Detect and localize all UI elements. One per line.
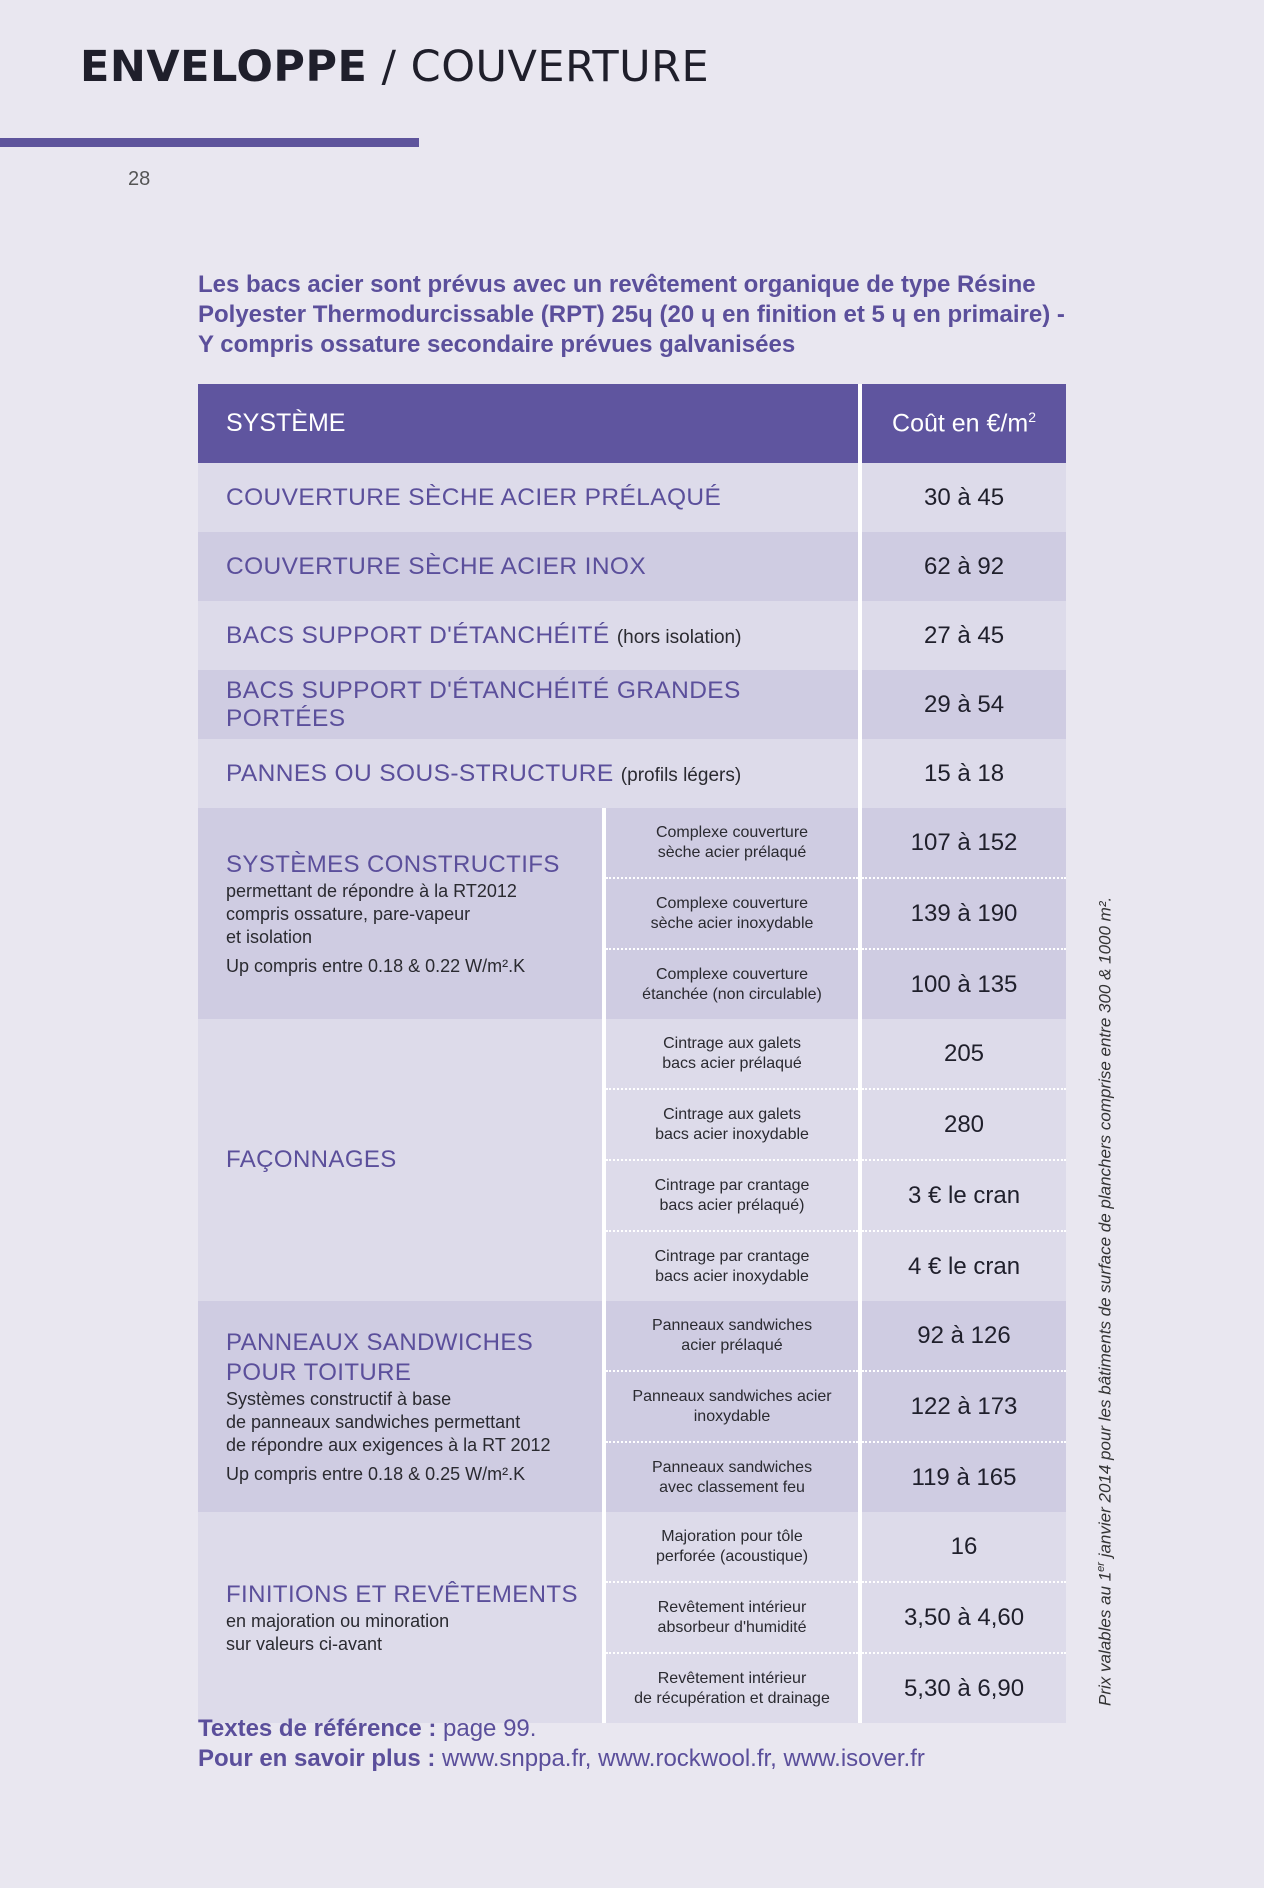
group-uvalue: Up compris entre 0.18 & 0.25 W/m².K xyxy=(226,1463,526,1484)
cost-value: 107 à 152 xyxy=(860,808,1066,878)
system-name: COUVERTURE SÈCHE ACIER INOX xyxy=(226,552,647,580)
system-name-cell xyxy=(198,601,860,670)
sub-system: Revêtement intérieur absorbeur d'humidité xyxy=(604,1582,860,1653)
sub-system: Panneaux sandwiches acier inoxydable xyxy=(604,1371,860,1442)
sub-system: Complexe couverture sèche acier inoxydable xyxy=(604,878,860,949)
cost-value: 205 xyxy=(860,1019,1066,1089)
cost-value: 30 à 45 xyxy=(860,463,1066,532)
footer-more-label: Pour en savoir plus : xyxy=(198,1745,436,1772)
system-name: BACS SUPPORT D'ÉTANCHÉITÉ GRANDES PORTÉES xyxy=(226,676,741,732)
system-name-cell xyxy=(198,532,860,601)
sub-system: Cintrage par crantage bacs acier inoxydable xyxy=(604,1231,860,1301)
system-name: BACS SUPPORT D'ÉTANCHÉITÉ xyxy=(226,621,610,649)
group-title: SYSTÈMES CONSTRUCTIFS xyxy=(226,850,560,878)
page-title-rest: / COUVERTURE xyxy=(367,42,710,92)
accent-bar xyxy=(0,138,419,147)
cost-value: 16 xyxy=(860,1512,1066,1582)
table-row xyxy=(198,463,1066,532)
system-note: (profils légers) xyxy=(620,764,742,786)
cost-value: 5,30 à 6,90 xyxy=(860,1653,1066,1723)
footer-more-links: www.snppa.fr, www.rockwool.fr, www.isover.fr xyxy=(435,1745,925,1772)
group-title: FINITIONS ET REVÊTEMENTS xyxy=(226,1580,578,1608)
footer-ref-label: Textes de référence : xyxy=(198,1715,437,1742)
cost-value: 119 à 165 xyxy=(860,1442,1066,1512)
sub-system: Cintrage par crantage bacs acier prélaqué) xyxy=(604,1160,860,1231)
footer-ref xyxy=(198,1714,925,1744)
table-row xyxy=(198,739,1066,808)
header-cost-sup: 2 xyxy=(1028,408,1036,425)
sub-system: Revêtement intérieur de récupération et drainage xyxy=(604,1653,860,1723)
footer-ref-value: page 99. xyxy=(436,1715,537,1742)
system-name-cell xyxy=(198,739,860,808)
table-row xyxy=(198,670,1066,739)
sub-system: Cintrage aux galets bacs acier inoxydable xyxy=(604,1089,860,1160)
group-uvalue: Up compris entre 0.18 & 0.22 W/m².K xyxy=(226,955,526,976)
cost-value: 15 à 18 xyxy=(860,739,1066,808)
system-name-cell xyxy=(198,463,860,532)
system-name: PANNES OU SOUS-STRUCTURE xyxy=(226,759,614,787)
table-row xyxy=(198,532,1066,601)
side-note-before: Prix valables au 1 xyxy=(1095,1571,1115,1706)
cost-value: 3 € le cran xyxy=(860,1160,1066,1231)
side-note-sup: er xyxy=(1095,1562,1107,1572)
footer-more xyxy=(198,1744,925,1774)
header-cost xyxy=(860,384,1066,463)
table-row xyxy=(198,1019,1066,1089)
sub-system: Complexe couverture sèche acier prélaqué xyxy=(604,808,860,878)
page-number: 28 xyxy=(128,168,151,190)
table-row xyxy=(198,1512,1066,1582)
group-label-cell xyxy=(198,1301,604,1512)
cost-value: 3,50 à 4,60 xyxy=(860,1582,1066,1653)
cost-value: 100 à 135 xyxy=(860,949,1066,1019)
cost-value: 4 € le cran xyxy=(860,1231,1066,1301)
group-title: PANNEAUX SANDWICHES POUR TOITURE xyxy=(226,1328,534,1386)
system-note: (hors isolation) xyxy=(616,626,742,648)
sub-system: Panneaux sandwiches acier prélaqué xyxy=(604,1301,860,1371)
sub-system: Panneaux sandwiches avec classement feu xyxy=(604,1442,860,1512)
system-name: COUVERTURE SÈCHE ACIER PRÉLAQUÉ xyxy=(226,483,722,511)
table-header xyxy=(198,384,1066,463)
sub-system: Complexe couverture étanchée (non circulable) xyxy=(604,949,860,1019)
sub-system: Cintrage aux galets bacs acier prélaqué xyxy=(604,1019,860,1089)
header-cost-label: Coût en €/m xyxy=(892,409,1029,438)
system-name-cell xyxy=(198,670,860,739)
table-row xyxy=(198,601,1066,670)
group-description: Systèmes constructif à base de panneaux sandwiches permettant de répondre aux exigences à la RT 2012 xyxy=(226,1388,551,1455)
group-label-cell xyxy=(198,808,604,1019)
group-description: permettant de répondre à la RT2012 compris ossature, pare-vapeur et isolation xyxy=(226,880,517,947)
group-title: FAÇONNAGES xyxy=(226,1146,397,1173)
table-row xyxy=(198,1301,1066,1371)
cost-value: 280 xyxy=(860,1089,1066,1160)
side-note-after: janvier 2014 pour les bâtiments de surface de planchers comprise entre 300 & 1000 m². xyxy=(1095,896,1115,1563)
table-row xyxy=(198,808,1066,878)
page-title xyxy=(80,42,709,92)
group-description: en majoration ou minoration sur valeurs ci-avant xyxy=(226,1610,450,1654)
cost-value: 92 à 126 xyxy=(860,1301,1066,1371)
cost-value: 29 à 54 xyxy=(860,670,1066,739)
cost-table xyxy=(198,384,1066,1723)
side-note xyxy=(1095,816,1116,1706)
footer xyxy=(198,1714,925,1774)
cost-value: 27 à 45 xyxy=(860,601,1066,670)
cost-value: 139 à 190 xyxy=(860,878,1066,949)
page-title-bold: ENVELOPPE xyxy=(80,42,368,92)
cost-value: 62 à 92 xyxy=(860,532,1066,601)
sub-system: Majoration pour tôle perforée (acoustique) xyxy=(604,1512,860,1582)
cost-value: 122 à 173 xyxy=(860,1371,1066,1442)
group-label-cell xyxy=(198,1512,604,1723)
group-label-cell xyxy=(198,1019,604,1301)
header-system: SYSTÈME xyxy=(198,384,860,463)
intro-text: Les bacs acier sont prévus avec un revêtement organique de type Résine Polyester Thermodurcissable (RPT) 25ɥ (20 ɥ en finition et 5 ɥ en primaire) - Y compris ossature secondaire prévues galvanisées xyxy=(198,271,1065,358)
